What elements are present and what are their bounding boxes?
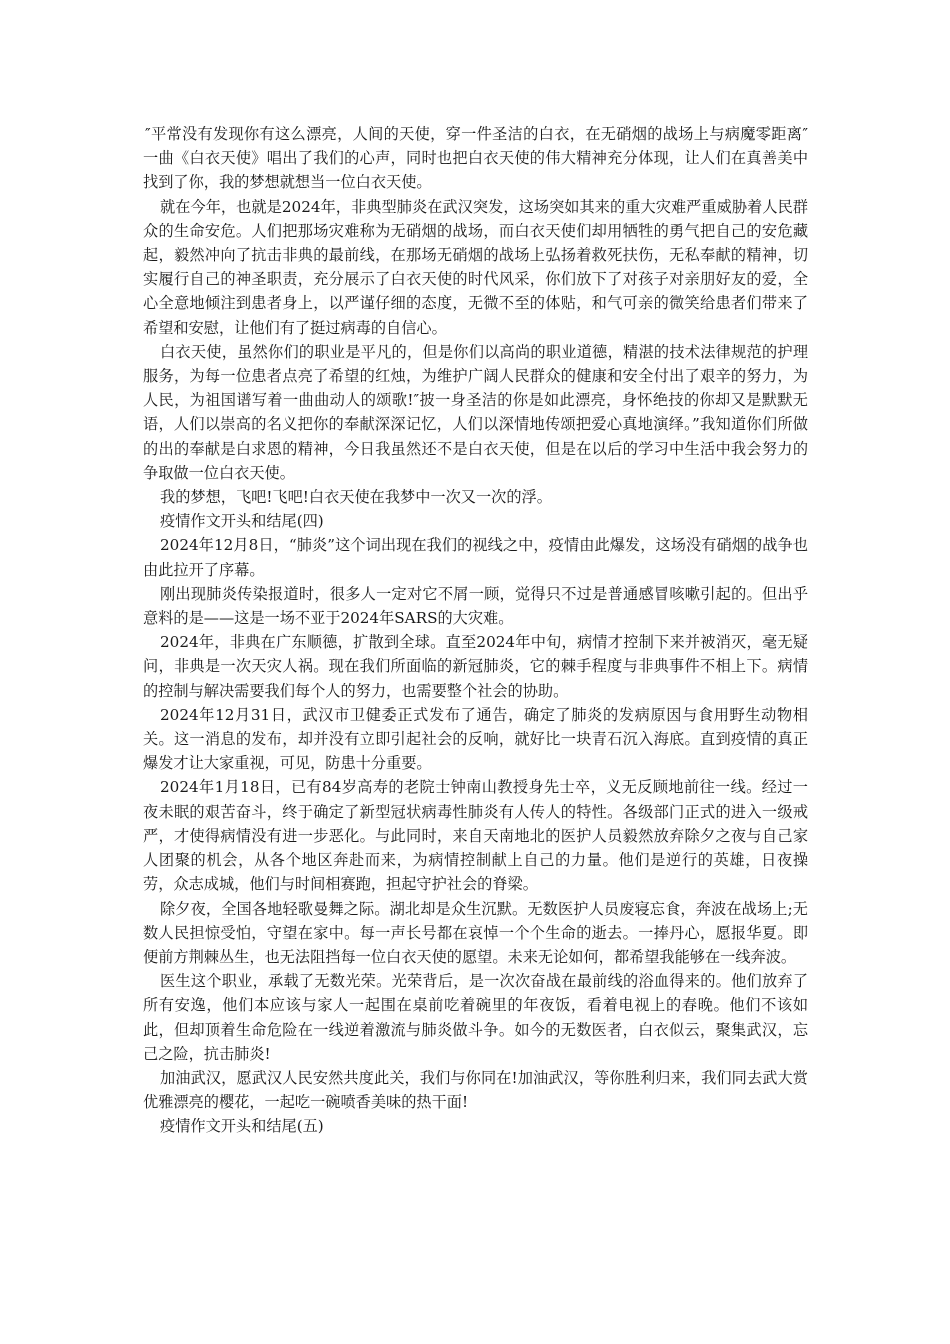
paragraph-sars-history: 2024年，非典在广东顺德，扩散到全球。直至2024年中旬，病情才控制下来并被消灭，毫无疑问，非典是一次天灾人祸。现在我们所面临的新冠肺炎，它的棘手程度与非典事件不相上下。病情的控制与解决需要我们每个人的努力，也需要整个社会的协助。 xyxy=(143,633,808,700)
document-body xyxy=(143,122,808,1139)
paragraph-dec-31: 2024年12月31日，武汉市卫健委正式发布了通告，确定了肺炎的发病原因与食用野生动物相关。这一消息的发布，却并没有立即引起社会的反响，就好比一块青石沉入海底。直到疫情的真正爆发才让大家重视，可见，防患十分重要。 xyxy=(143,705,808,773)
paragraph-dream-intro: ″平常没有发现你有这么漂亮，人间的天使，穿一件圣洁的白衣，在无硝烟的战场上与病魔零距离″一曲《白衣天使》唱出了我们的心声，同时也把白衣天使的伟大精神充分体现，让人们在真善美中找到了你，我的梦想就想当一位白衣天使。 xyxy=(143,125,808,192)
paragraph-jan-18: 2024年1月18日，已有84岁高寿的老院士钟南山教授身先士卒，义无反顾地前往一线。经过一夜未眠的艰苦奋斗，终于确定了新型冠状病毒性肺炎有人传人的特性。各级部门正式的进入一级戒严，才使得病情没有进一步恶化。与此同时，来自天南地北的医护人员毅然放弃除夕之夜与自己家人团聚的机会，从各个地区奔赴而来，为病情控制献上自己的力量。他们是逆行的英雄，日夜操劳，众志成城，他们与时间相赛跑，担起守护社会的脊梁。 xyxy=(143,778,808,894)
paragraph-go-wuhan: 加油武汉，愿武汉人民安然共度此关，我们与你同在!加油武汉，等你胜利归来，我们同去武大赏优雅漂亮的樱花，一起吃一碗喷香美味的热干面! xyxy=(143,1068,808,1112)
paragraph-my-dream: 我的梦想，飞吧!飞吧!白衣天使在我梦中一次又一次的浮。 xyxy=(160,488,552,507)
paragraph-new-year-eve: 除夕夜，全国各地轻歌曼舞之际。湖北却是众生沉默。无数医护人员废寝忘食，奔波在战场上;无数人民担惊受怕，守望在家中。每一声长号都在哀悼一个个生命的逝去。一捧丹心，愿报华夏。即便前方荆棘丛生，也无法阻挡每一位白衣天使的愿望。未来无论如何，都希望我能够在一线奔波。 xyxy=(143,899,808,966)
section-heading-four: 疫情作文开头和结尾(四) xyxy=(160,512,324,531)
paragraph-doctors: 医生这个职业，承载了无数光荣。光荣背后，是一次次奋战在最前线的浴血得来的。他们放弃了所有安逸，他们本应该与家人一起围在桌前吃着碗里的年夜饭，看着电视上的春晚。他们不该如此，但却顶着生命危险在一线逆着激流与肺炎做斗争。如今的无数医者，白衣似云，聚集武汉，忘己之险，抗击肺炎! xyxy=(143,972,808,1063)
paragraph-dec-8: 2024年12月8日，“肺炎”这个词出现在我们的视线之中，疫情由此爆发，这场没有硝烟的战争也由此拉开了序幕。 xyxy=(143,536,808,579)
paragraph-early-reports: 刚出现肺炎传染报道时，很多人一定对它不屑一顾，觉得只不过是普通感冒咳嗽引起的。但出乎意料的是——这是一场不亚于2024年SARS的大灾难。 xyxy=(143,584,808,628)
paragraph-white-angel: 白衣天使，虽然你们的职业是平凡的，但是你们以高尚的职业道德，精湛的技术法律规范的护理服务，为每一位患者点亮了希望的红烛，为维护广阔人民群众的健康和安全付出了艰辛的努力，为人民，为祖国谱写着一曲曲动人的颂歌!″披一身圣洁的你是如此漂亮，身怀绝技的你却又是默默无语，人们以崇高的名义把你的奉献深深记忆，人们以深情地传颂把爱心真地演绎。”我知道你们所做的出的奉献是白求恩的精神，今日我虽然还不是白衣天使，但是在以后的学习中生活中我会努力的争取做一位白衣天使。 xyxy=(143,342,808,482)
paragraph-wuhan-outbreak: 就在今年，也就是2024年，非典型肺炎在武汉突发，这场突如其来的重大灾难严重威胁着人民群众的生命安危。人们把那场灾难称为无硝烟的战场，而白衣天使们却用牺牲的勇气把自己的安危藏起，毅然冲向了抗击非典的最前线，在那场无硝烟的战场上弘扬着救死扶伤，无私奉献的精神，切实履行自己的神圣职责，充分展示了白衣天使的时代风采，你们放下了对孩子对亲朋好友的爱，全心全意地倾注到患者身上，以严谨仔细的态度，无微不至的体贴，和气可亲的微笑给患者们带来了希望和安慰，让他们有了挺过病毒的自信心。 xyxy=(143,197,808,337)
section-heading-five: 疫情作文开头和结尾(五) xyxy=(160,1117,324,1136)
